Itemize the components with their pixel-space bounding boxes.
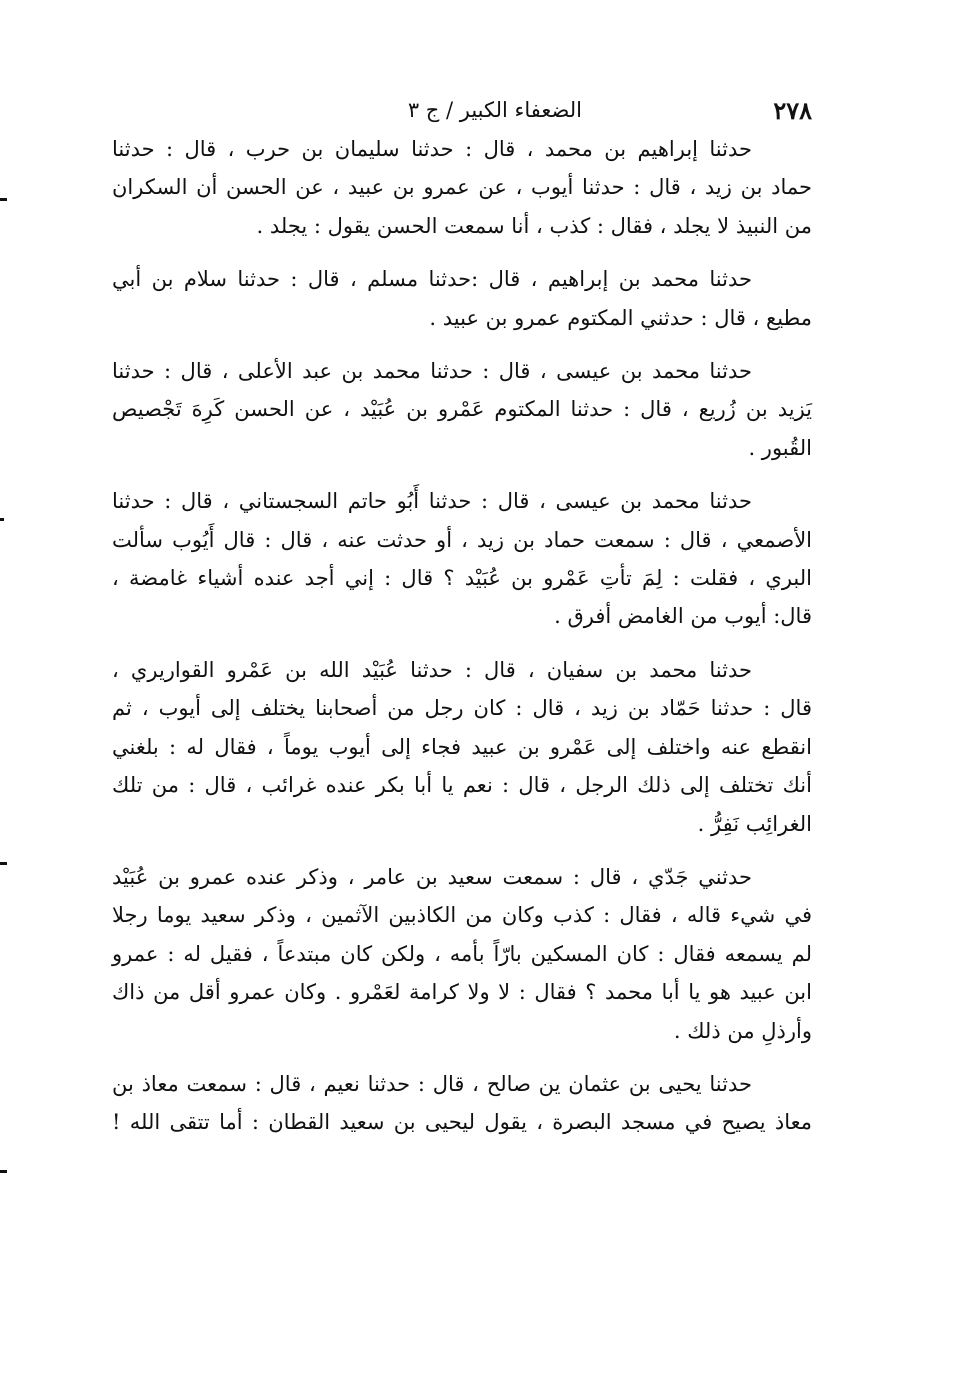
text-line: القُبور . [748,435,812,460]
margin-mark [0,862,7,865]
paragraph [112,1065,812,1142]
margin-mark [0,518,4,521]
text-line: معاذ يصيح في مسجد البصرة ، يقول ليحيى بن سعيد القطان : أما تتقى الله ! [112,1110,812,1135]
text-line: حدثنا يحيى بن عثمان ين صالح ، قال : حدثنا نعيم ، قال : سمعت معاذ بن [112,1071,752,1096]
text-line: في شيء قاله ، فقال : كذب وكان من الكاذبين الآثمين ، وذكر سعيد يوما رجلا [112,903,812,928]
paragraph [112,482,812,636]
text-line: ابن عبيد هو يا أبا محمد ؟ فقال : لا ولا كرامة لعَمْرو . وكان عمرو أقل من ذاك [112,980,812,1005]
paragraph [112,858,812,1050]
text-line: البري ، فقلت : لِمَ تأتِ عَمْرو بن عُبَيْد ؟ قال : إني أجد عنده أشياء غامضة ، [112,566,812,591]
running-title: الضعفاء الكبير / ج ٣ [407,98,582,122]
text-line: قال : حدثنا حَمّاد بن زيد ، قال : كان رجل من أصحابنا يختلف إلى أيوب ، ثم [112,696,812,721]
text-line: الأصمعي ، قال : سمعت حماد بن زيد ، أو حدثت عنه ، قال : قال أَيُوب سألت [112,527,812,552]
text-line: حدثنا إبراهيم بن محمد ، قال : حدثنا سليمان بن حرب ، قال : حدثنا [112,137,752,161]
text-line: مطيع ، قال : حدثني المكتوم عمرو بن عبيد . [429,305,812,330]
paragraph [112,651,812,843]
text-line: أنك تختلف إلى ذلك الرجل ، قال : نعم يا أبا بكر عنده غرائب ، قال : من تلك [112,773,812,798]
margin-mark [0,1170,7,1173]
text-line: وأرذلِ من ذلك . [673,1018,812,1043]
paragraph [112,130,812,245]
text-line: حدثنا محمد بن عيسى ، قال : حدثنا أَبُو حاتم السجستاني ، قال : حدثنا [112,489,752,514]
text-line: حدثني جَدّي ، قال : سمعت سعيد بن عامر ، وذكر عنده عمرو بن عُبَيْد [112,864,752,889]
text-line: قال: أيوب من الغامض أفرق . [554,604,812,629]
margin-mark [0,198,7,201]
text-line: لم يسمعه فقال : كان المسكين بارّاً بأمه ، ولكن كان مبتدعاً ، فقيل له : عمرو [112,941,812,966]
body-text [112,130,812,1157]
text-line: انقطع عنه واختلف إلى عَمْرو بن عبيد فجاء إلى أيوب يوماً ، فقال له : بلغني [112,734,812,759]
text-line: حدثنا محمد بن عيسى ، قال : حدثنا محمد بن عبد الأعلى ، قال : حدثنا [112,359,752,384]
text-line: حماد بن زيد ، قال : حدثنا أيوب ، عن عمرو بن عبيد ، عن الحسن أن السكران [112,175,812,200]
text-line: حدثنا محمد بن سفيان ، قال : حدثنا عُبَيْد الله بن عَمْرو القواريري ، [112,657,752,682]
paragraph [112,260,812,337]
text-line: يَزيد بن زُريع ، قال : حدثنا المكتوم عَمْرو بن عُبَيْد ، عن الحسن كَرِهَ تَجْصيص [112,397,812,422]
text-line: من النبيذ لا يجلد ، فقال : كذب ، أنا سمعت الحسن يقول : يجلد . [256,213,812,238]
paragraph [112,352,812,467]
page-number: ٢٧٨ [773,96,812,125]
text-line: الغرائِب نَفِرُّ . [697,811,812,836]
page-header [112,96,812,132]
text-line: حدثنا محمد بن إبراهيم ، قال :حدثنا مسلم ، قال : حدثنا سلام بن أبي [112,267,752,292]
